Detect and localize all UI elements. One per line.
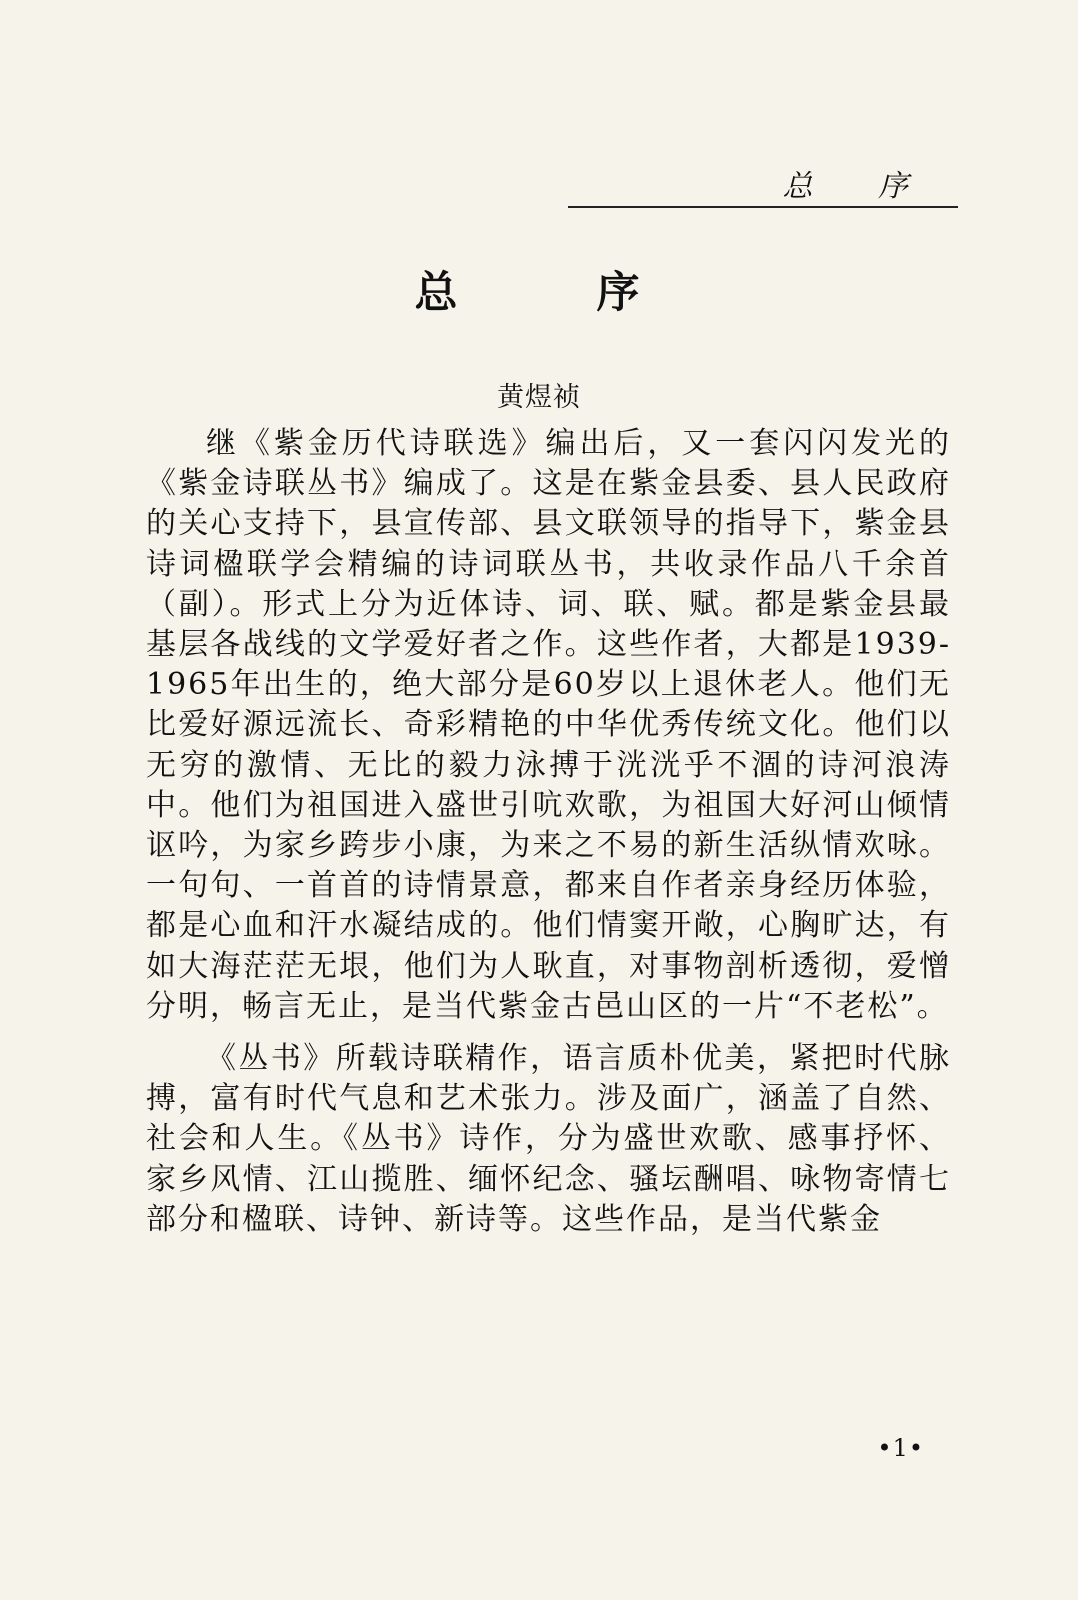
running-header: 总 序 [782, 169, 936, 204]
paragraph-1: 继《紫金历代诗联选》编出后，又一套闪闪发光的《紫金诗联丛书》编成了。这是在紫金县委、县人民政府的关心支持下，县宣传部、县文联领导的指导下，紫金县诗词楹联学会精编的诗词联丛书，共收录作品八千余首（副）。形式上分为近体诗、词、联、赋。都是紫金县最基层各战线的文学爱好者之作。这些作者，大都是1939-1965年出生的，绝大部分是60岁以上退休老人。他们无比爱好源远流长、奇彩精艳的中华优秀传统文化。他们以无穷的激情、无比的毅力泳搏于洸洸乎不涸的诗河浪涛中。他们为祖国进入盛世引吭欢歌，为祖国大好河山倾情讴吟，为家乡跨步小康，为来之不易的新生活纵情欢咏。一句句、一首首的诗情景意，都来自作者亲身经历体验，都是心血和汗水凝结成的。他们情窦开敞，心胸旷达，有如大海茫茫无垠，他们为人耿直，对事物剖析透彻，爱憎分明，畅言无止，是当代紫金古邑山区的一片“不老松”。 [146, 426, 951, 1024]
body-text [146, 424, 951, 1240]
page-number: •1• [877, 1434, 924, 1462]
author-name: 黄煜祯 [497, 382, 581, 413]
header-rule [568, 206, 958, 208]
paragraph-2: 《丛书》所载诗联精作，语言质朴优美，紧把时代脉搏，富有时代气息和艺术张力。涉及面广，涵盖了自然、社会和人生。《丛书》诗作，分为盛世欢歌、感事抒怀、家乡风情、江山揽胜、缅怀纪念、骚坛酬唱、咏物寄情七部分和楹联、诗钟、新诗等。这些作品，是当代紫金 [146, 1041, 951, 1237]
page-title: 总 序 [414, 268, 702, 318]
